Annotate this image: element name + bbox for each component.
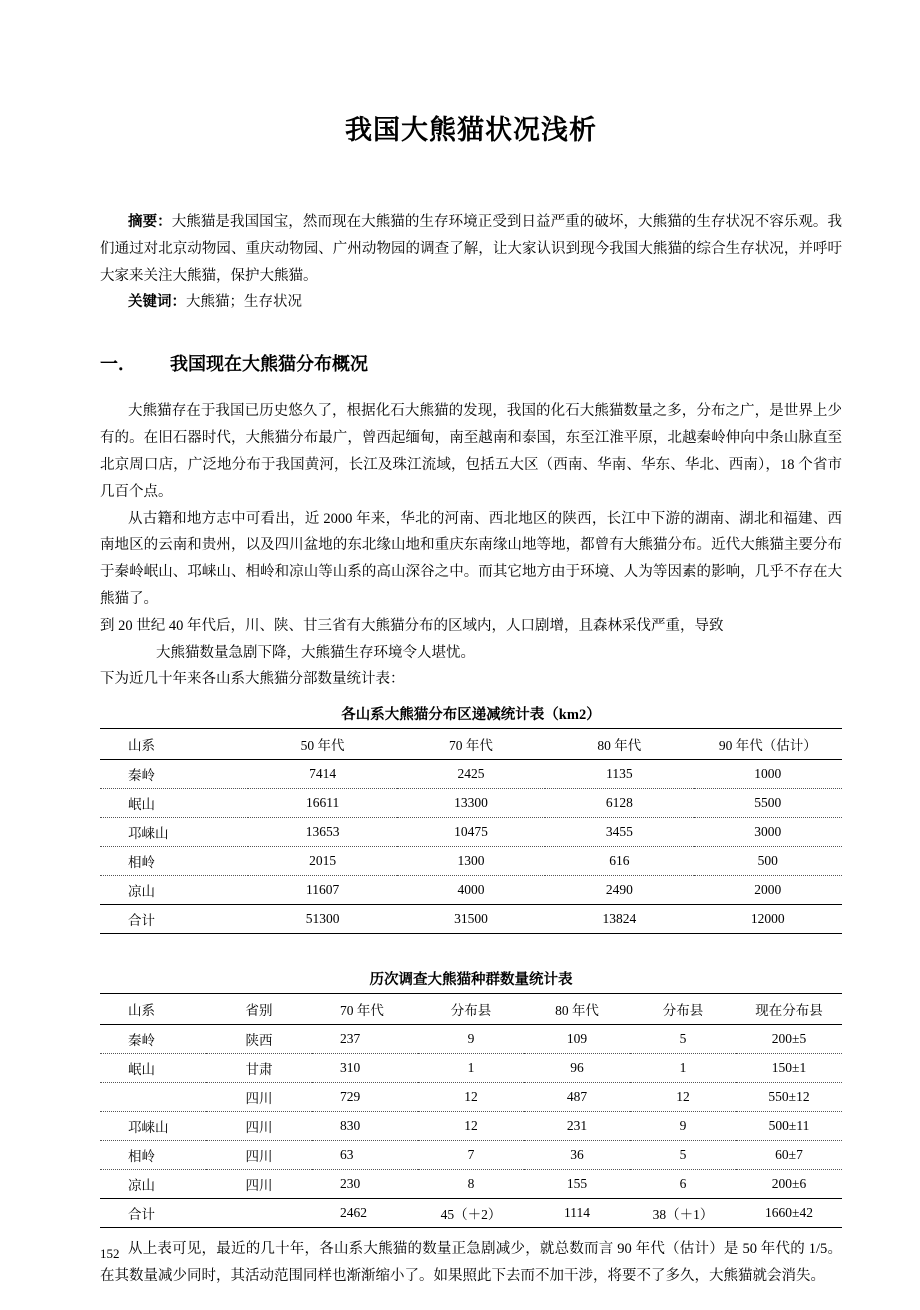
paragraph-3: 到 20 世纪 40 年代后，川、陕、甘三省有大熊猫分布的区域内，人口剧增，且森林采伐严重，导致 xyxy=(100,617,724,634)
page-title: 我国大熊猫状况浅析 xyxy=(345,115,597,146)
table-cell: 5 xyxy=(630,1025,736,1054)
table-cell: 四川 xyxy=(206,1112,312,1141)
table-cell: 1000 xyxy=(694,760,842,789)
table-cell: 487 xyxy=(524,1083,630,1112)
table-cell: 63 xyxy=(312,1141,418,1170)
table-cell: 2000 xyxy=(694,876,842,905)
table-2-caption: 历次调查大熊猫种群数量统计表 xyxy=(369,972,573,989)
table-cell: 45（＋2） xyxy=(418,1199,524,1228)
keywords-text: 大熊猫；生存状况 xyxy=(186,294,302,311)
table-cell: 200±6 xyxy=(736,1170,842,1199)
table-cell: 1 xyxy=(630,1054,736,1083)
table-cell xyxy=(100,1083,206,1112)
table-cell: 729 xyxy=(312,1083,418,1112)
abstract-label: 摘要： xyxy=(128,214,172,230)
table-cell: 2015 xyxy=(248,847,396,876)
abstract-paragraph xyxy=(100,209,842,289)
section-title: 我国现在大熊猫分布概况 xyxy=(170,354,368,376)
table-2-wrapper xyxy=(100,968,842,1228)
table-cell: 甘肃 xyxy=(206,1054,312,1083)
table-row xyxy=(100,818,842,847)
table-cell: 109 xyxy=(524,1025,630,1054)
table-1-wrapper xyxy=(100,703,842,934)
table-cell: 10475 xyxy=(397,818,545,847)
table-cell: 16611 xyxy=(248,789,396,818)
table-cell: 13824 xyxy=(545,905,693,934)
table-cell: 1660±42 xyxy=(736,1199,842,1228)
table-cell: 237 xyxy=(312,1025,418,1054)
table-cell: 3455 xyxy=(545,818,693,847)
paragraph-4: 大熊猫数量急剧下降，大熊猫生存环境令人堪忧。 xyxy=(156,644,475,661)
keywords-label: 关键词： xyxy=(128,294,186,311)
table-row xyxy=(100,876,842,905)
table-cell: 13300 xyxy=(397,789,545,818)
table-header-cell: 山系 xyxy=(100,729,248,760)
table-header-cell: 山系 xyxy=(100,994,206,1025)
table-cell: 邛崃山 xyxy=(100,1112,206,1141)
table-cell: 3000 xyxy=(694,818,842,847)
table-cell: 四川 xyxy=(206,1083,312,1112)
table-cell: 38（＋1） xyxy=(630,1199,736,1228)
closing-text-block xyxy=(100,1236,842,1290)
table-cell: 相岭 xyxy=(100,847,248,876)
table-cell: 60±7 xyxy=(736,1141,842,1170)
table-cell: 616 xyxy=(545,847,693,876)
table-cell: 1114 xyxy=(524,1199,630,1228)
table-header-cell: 80 年代 xyxy=(524,994,630,1025)
table-cell: 6 xyxy=(630,1170,736,1199)
table-cell: 36 xyxy=(524,1141,630,1170)
table-cell: 13653 xyxy=(248,818,396,847)
table-header-cell: 现在分布县 xyxy=(736,994,842,1025)
table-header-cell: 分布县 xyxy=(630,994,736,1025)
table-header-cell: 70 年代 xyxy=(312,994,418,1025)
table-header-cell: 80 年代 xyxy=(545,729,693,760)
table-header-cell: 50 年代 xyxy=(248,729,396,760)
table-cell: 4000 xyxy=(397,876,545,905)
table-cell: 1 xyxy=(418,1054,524,1083)
table-cell: 12 xyxy=(418,1112,524,1141)
table-total-row xyxy=(100,1199,842,1228)
table-cell: 500 xyxy=(694,847,842,876)
table-row xyxy=(100,789,842,818)
table-1-caption: 各山系大熊猫分布区递减统计表（km2） xyxy=(341,707,601,724)
table-cell: 9 xyxy=(630,1112,736,1141)
table-cell: 51300 xyxy=(248,905,396,934)
table-cell: 6128 xyxy=(545,789,693,818)
table-cell: 9 xyxy=(418,1025,524,1054)
population-survey-table xyxy=(100,993,842,1228)
paragraph-5: 下为近几十年来各山系大熊猫分部数量统计表： xyxy=(100,671,405,688)
table-cell: 5500 xyxy=(694,789,842,818)
table-row xyxy=(100,1112,842,1141)
table-cell: 合计 xyxy=(100,1199,206,1228)
table-cell: 岷山 xyxy=(100,1054,206,1083)
table-cell: 凉山 xyxy=(100,1170,206,1199)
table-cell: 96 xyxy=(524,1054,630,1083)
table-cell: 岷山 xyxy=(100,789,248,818)
table-total-row xyxy=(100,905,842,934)
table-cell: 秦岭 xyxy=(100,760,248,789)
table-row xyxy=(100,1141,842,1170)
table-cell: 150±1 xyxy=(736,1054,842,1083)
table-cell: 12000 xyxy=(694,905,842,934)
table-cell: 1135 xyxy=(545,760,693,789)
table-header-cell: 90 年代（估计） xyxy=(694,729,842,760)
table-cell: 155 xyxy=(524,1170,630,1199)
table-cell: 凉山 xyxy=(100,876,248,905)
table-cell: 2462 xyxy=(312,1199,418,1228)
table-cell: 7414 xyxy=(248,760,396,789)
table-row xyxy=(100,1054,842,1083)
section-number: 一． xyxy=(100,354,136,376)
table-header-row xyxy=(100,729,842,760)
table-cell: 230 xyxy=(312,1170,418,1199)
table-header-row xyxy=(100,994,842,1025)
keywords-paragraph xyxy=(100,289,842,316)
table-cell: 陕西 xyxy=(206,1025,312,1054)
table-cell: 11607 xyxy=(248,876,396,905)
abstract-text: 大熊猫是我国国宝，然而现在大熊猫的生存环境正受到日益严重的破坏，大熊猫的生存状况不容乐观。我们通过对北京动物园、重庆动物园、广州动物园的调查了解，让大家认识到现今我国大熊猫的综合生存状况，并呼吁大家来关注大熊猫，保护大熊猫。 xyxy=(100,214,842,284)
table-cell: 7 xyxy=(418,1141,524,1170)
distribution-area-table xyxy=(100,728,842,934)
table-cell xyxy=(206,1199,312,1228)
table-cell: 830 xyxy=(312,1112,418,1141)
closing-paragraph: 从上表可见，最近的几十年，各山系大熊猫的数量正急剧减少，就总数而言 90 年代（估计）是 50 年代的 1/5。在其数量减少同时，其活动范围同样也渐渐缩小了。如果照此下去而不加干涉，将要不了多久，大熊猫就会消失。 xyxy=(100,1241,842,1284)
table-row xyxy=(100,1083,842,1112)
table-cell: 12 xyxy=(418,1083,524,1112)
table-row xyxy=(100,847,842,876)
page-number: 152 xyxy=(100,1245,120,1261)
body-text-block xyxy=(100,398,842,693)
table-header-cell: 省别 xyxy=(206,994,312,1025)
table-cell: 310 xyxy=(312,1054,418,1083)
table-cell: 231 xyxy=(524,1112,630,1141)
table-cell: 四川 xyxy=(206,1170,312,1199)
table-cell: 8 xyxy=(418,1170,524,1199)
table-cell: 31500 xyxy=(397,905,545,934)
table-cell: 2425 xyxy=(397,760,545,789)
table-cell: 500±11 xyxy=(736,1112,842,1141)
table-cell: 合计 xyxy=(100,905,248,934)
table-header-cell: 70 年代 xyxy=(397,729,545,760)
table-cell: 邛崃山 xyxy=(100,818,248,847)
table-cell: 5 xyxy=(630,1141,736,1170)
table-cell: 秦岭 xyxy=(100,1025,206,1054)
abstract-block xyxy=(100,209,842,316)
table-cell: 12 xyxy=(630,1083,736,1112)
table-cell: 550±12 xyxy=(736,1083,842,1112)
table-cell: 200±5 xyxy=(736,1025,842,1054)
table-row xyxy=(100,760,842,789)
table-cell: 四川 xyxy=(206,1141,312,1170)
paragraph-2: 从古籍和地方志中可看出，近 2000 年来，华北的河南、西北地区的陕西，长江中下游的湖南、湖北和福建、西南地区的云南和贵州，以及四川盆地的东北缘山地和重庆东南缘山地等地，都曾有大熊猫分布。近代大熊猫主要分布于秦岭岷山、邛崃山、相岭和凉山等山系的高山深谷之中。而其它地方由于环境、人为等因素的影响，几乎不存在大熊猫了。 xyxy=(100,510,842,607)
table-cell: 相岭 xyxy=(100,1141,206,1170)
section-heading-1 xyxy=(100,350,842,376)
table-header-cell: 分布县 xyxy=(418,994,524,1025)
table-row xyxy=(100,1025,842,1054)
table-cell: 2490 xyxy=(545,876,693,905)
paragraph-1: 大熊猫存在于我国已历史悠久了，根据化石大熊猫的发现，我国的化石大熊猫数量之多，分布之广，是世界上少有的。在旧石器时代，大熊猫分布最广，曾西起缅甸，南至越南和泰国，东至江淮平原，北越秦岭伸向中条山脉直至北京周口店，广泛地分布于我国黄河，长江及珠江流域，包括五大区（西南、华南、华东、华北、西南），18 个省市几百个点。 xyxy=(100,403,842,500)
table-row xyxy=(100,1170,842,1199)
table-cell: 1300 xyxy=(397,847,545,876)
